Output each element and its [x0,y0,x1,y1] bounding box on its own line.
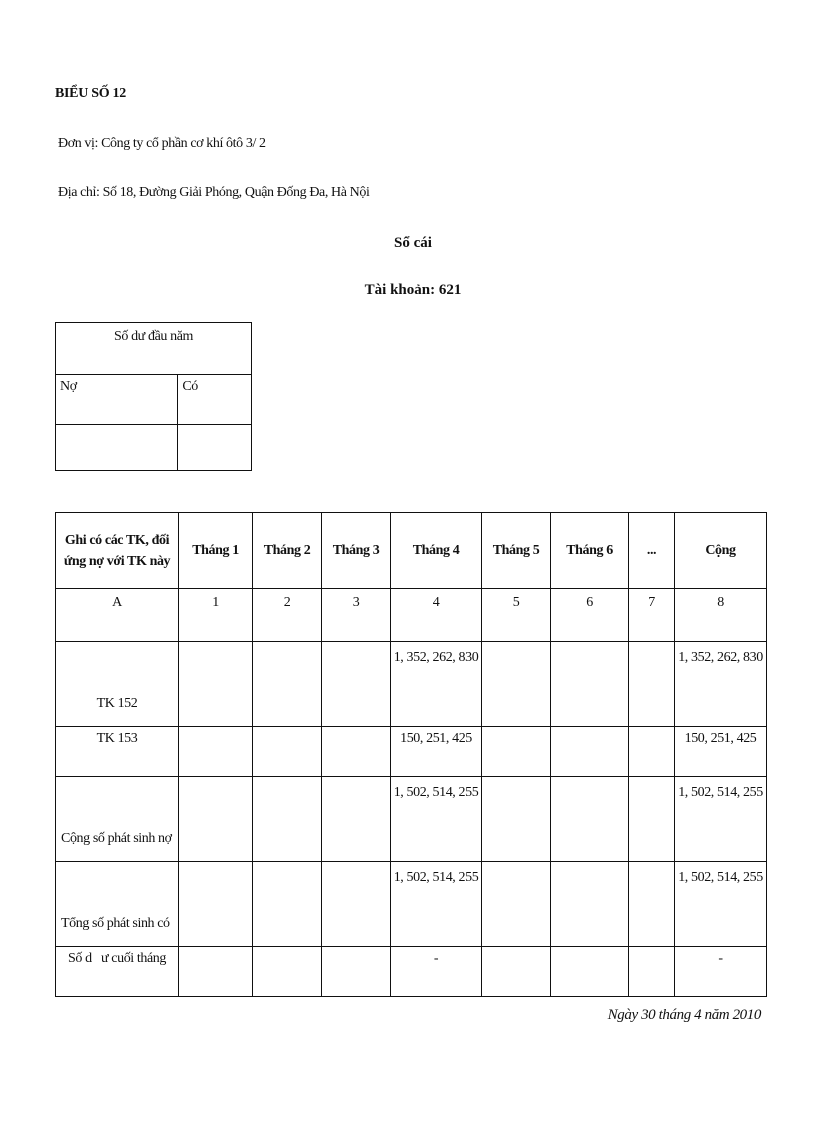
account-title-text: Tài khoản: 621 [364,282,462,298]
row-label: Số d ư cuối tháng [56,947,179,997]
col-header-month-5: Tháng 5 [482,513,551,589]
table-cell [551,862,629,947]
index-cell: 6 [551,589,629,642]
table-cell [482,727,551,777]
table-cell [322,642,391,727]
table-cell [253,727,322,777]
index-cell: 4 [391,589,482,642]
table-cell: - [675,947,767,997]
table-cell: - [391,947,482,997]
company-address: Địa chỉ: Số 18, Đường Giải Phóng, Quận Đống Đa, Hà Nội [58,185,370,200]
opening-balance-table [55,322,252,471]
index-cell: 3 [322,589,391,642]
table-cell [629,947,675,997]
table-row [56,727,767,777]
table-cell [629,777,675,862]
table-row [56,642,767,727]
table-cell [551,642,629,727]
table-cell: 150, 251, 425 [391,727,482,777]
table-cell [253,947,322,997]
opening-debit-label: Nợ [56,375,178,425]
table-cell [253,862,322,947]
table-cell [482,947,551,997]
table-cell [179,642,253,727]
table-cell [482,777,551,862]
row-label: TK 153 [56,727,179,777]
row-label: TK 152 [56,642,179,727]
table-cell [482,642,551,727]
table-cell: 1, 352, 262, 830 [675,642,767,727]
table-row [56,947,767,997]
row-label: Tổng số phát sinh có [56,862,179,947]
table-cell [551,727,629,777]
table-cell [629,727,675,777]
index-cell: 7 [629,589,675,642]
table-cell: 1, 352, 262, 830 [391,642,482,727]
row-label: Cộng số phát sinh nợ [56,777,179,862]
col-header-month-4: Tháng 4 [391,513,482,589]
col-header-month-3: Tháng 3 [322,513,391,589]
account-title [0,282,816,299]
table-cell [322,862,391,947]
table-cell [482,862,551,947]
table-cell [322,777,391,862]
index-cell: 5 [482,589,551,642]
table-cell: 1, 502, 514, 255 [675,862,767,947]
table-cell [179,727,253,777]
page-title [0,235,816,252]
opening-credit-value [178,425,252,471]
col-header-account: Ghi có các TK, đối ứng nợ với TK này [56,513,179,589]
table-cell [179,777,253,862]
opening-balance-label: Số dư đầu năm [56,323,252,375]
opening-credit-label: Có [178,375,252,425]
table-cell [629,642,675,727]
table-cell: 1, 502, 514, 255 [391,777,482,862]
table-cell [551,777,629,862]
col-header-month-1: Tháng 1 [179,513,253,589]
col-header-ellipsis: ... [629,513,675,589]
col-header-month-2: Tháng 2 [253,513,322,589]
table-cell: 1, 502, 514, 255 [675,777,767,862]
table-cell [629,862,675,947]
table-cell: 150, 251, 425 [675,727,767,777]
ledger-table [55,512,767,997]
signature-date: Ngày 30 tháng 4 năm 2010 [607,1007,761,1023]
table-row [56,777,767,862]
table-row [56,862,767,947]
index-cell: 8 [675,589,767,642]
col-header-total: Cộng [675,513,767,589]
table-cell [253,642,322,727]
table-cell [179,862,253,947]
form-code: BIỂU SỐ 12 [55,86,126,101]
index-cell: 1 [179,589,253,642]
table-cell: 1, 502, 514, 255 [391,862,482,947]
page-title-text: Sổ cái [394,235,432,251]
col-header-month-6: Tháng 6 [551,513,629,589]
opening-debit-value [56,425,178,471]
table-cell [253,777,322,862]
table-cell [322,727,391,777]
index-cell: 2 [253,589,322,642]
company-unit: Đơn vị: Công ty cổ phần cơ khí ôtô 3/ 2 [58,136,266,151]
table-cell [179,947,253,997]
table-cell [322,947,391,997]
table-cell [551,947,629,997]
index-cell: A [56,589,179,642]
